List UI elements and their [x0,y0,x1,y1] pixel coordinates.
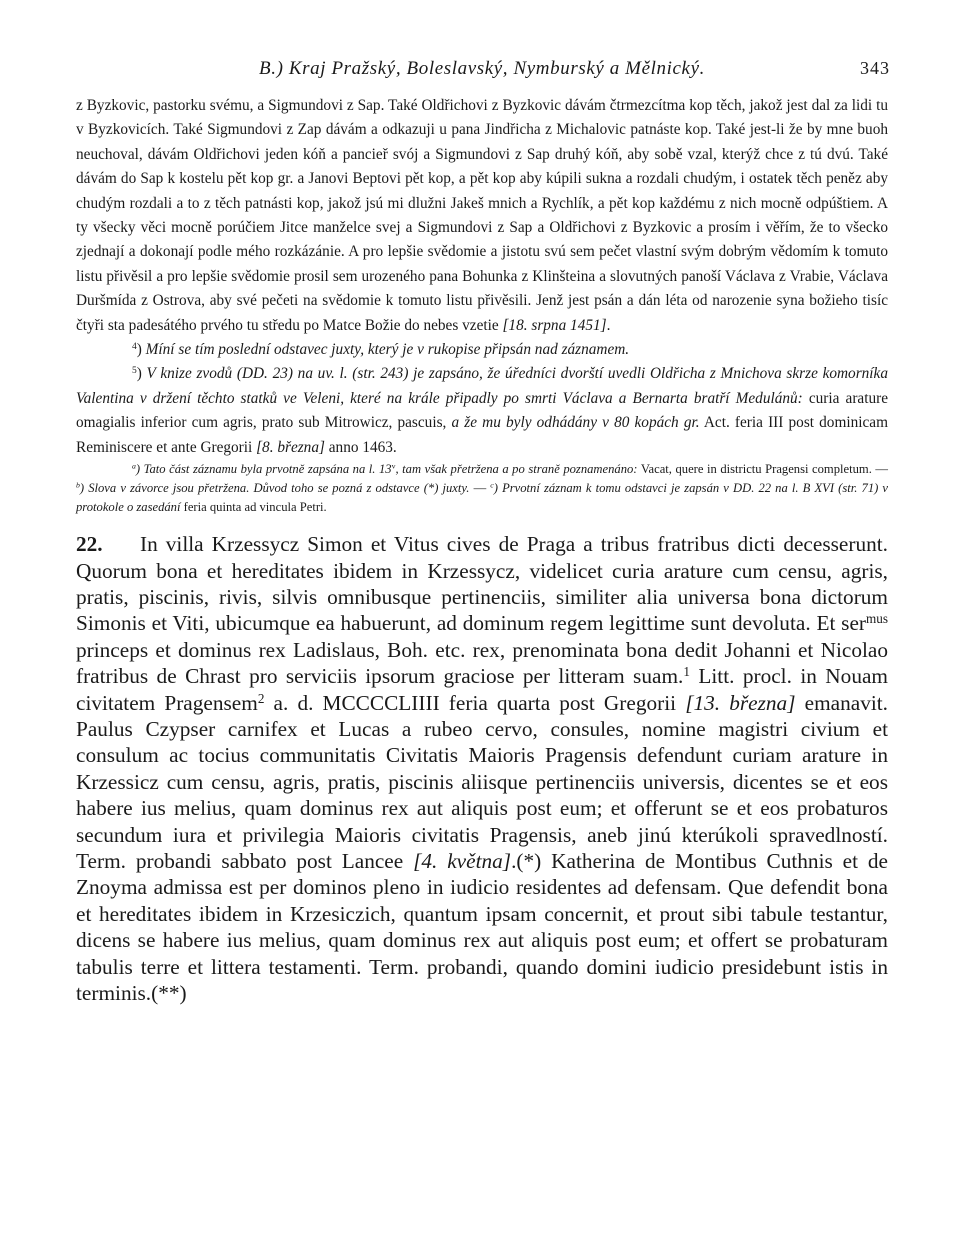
running-title: B.) Kraj Pražský, Boleslavský, Nymburský a Mělnický. [259,58,705,79]
footnote-5-italic-2: a že mu byly odhádány v 80 kopách gr. [451,414,700,432]
testament-body: z Byzkovic, pastorku svému, a Sigmundovi z Sap. Také Oldřichovi z Byzkovic dávám čtrmezcítma kop těch, jakož jest dal za lidi tu v Byzkovicích. Také Sigmundovi z Zap dávám a odkazuji u pana Jindřicha z Michalovic patnáste kop. Také jest-li že by mne buoh neuchoval, dávám Oldřichovi jeden kóň a pancieř svój a Sigmundovi z Sap druhý kóň, aby sobě vzal, kterýž chce z tú dvú. Také dávám do Sap k kostelu pět kop gr. a Janovi Beptovi pět kop, a pět kop aby kúpili sukna a rozdali chudým, i ostatek těch peněz aby chudým rozdali a to z těch patnásti kop, jakož jsú mi dlužni Jakeš mnich a Rychlík, a pět kop každému z nich mocně odpúštiem. A ty všecky věci mocně porúčiem Jitce manželce svej a Sigmundovi z Sap a Oldřichovi z Byzkovic a prosím i věřím, že to všecko zjednají a dokonají podle mého rozkázánie. A pro lepšie svědomie a jistotu svú sem pečet vlastní svým dobrým vědomím k tomuto listu přivěsil a pro lepšie svědomie prosil sem urozeného pana Bohunka z Klinšteina a slovutných panoší Václava z Vrabie, Václava Duršmída z Ostrova, aby své pečeti na svědomie k tomuto listu přivěsili. Jenž jest psán a dán léta od narozenie syna božieho tisíc čtyři sta padesátého prvého tu středu po Matce Božie do nebes vzetie [76,97,888,334]
entry-22-part-6: .(*) Katherina de Montibus Cuthnis et de Znoyma admissa est per dominos pleno in iudicio residentes ad defensam. Que defendit bona et hereditates ibidem in Krzesiczich, quantum ipsam concernit, et prout sibi tabule testantur, dicens se habere ius melius, quam dominus rex aut aliquis post eum; et offert se probaturam tabulis terre et littera testamenti. Term. probandi, quando domini iudicio presidebunt istis in terminis.(**) [76,848,889,1005]
page [76,58,888,1006]
note-a-roman: Vacat, quere in districtu Pragensi completum. — [637,462,888,477]
entry-22-part-2: princeps et dominus rex Ladislaus, Boh. etc. rex, prenominata bona dedit Johanni et Nicolao fratribus de Chrast pro serviciis ipsorum graciose per litteram suam. [76,637,888,689]
note-c-marker: c [490,480,494,490]
page-number: 343 [860,58,890,78]
note-b-italic: Slova v závorce jsou přetržena. Důvod toho se pozná z odstavce (*) juxty. [88,481,470,496]
entry-22-sup-1: 1 [683,663,690,679]
entry-number: 22. [76,532,103,557]
footnote-5-roman-2: Act. feria III post dominicam Reminiscere et ante Gregorii [76,414,888,456]
footnote-4: $^4$) Míní se tím poslední odstavec juxty, který je v rukopise připsán nad záznamem. [132,341,630,359]
textual-notes: $^a$) Tato část záznamu byla prvotně zapsána na l. 13$^v$, tam však přetržena a po straně poznamenáno: Vacat, quere in districtu Pragensi completum. — $^b$) Slova v závorce jsou přetržena. Důvod toho se pozná z odstavce (*) juxty. — $^c$) Prvotní záznam k tomu odstavci je zapsán v DD. 22 na l. B XVI (str. 71) v protokole o zasedání feria quinta ad vincula Petri. [76,461,889,515]
footnote-5: $^5$) V knize zvodů (DD. 23) na uv. l. (str. 243) je zapsáno, že úředníci dvorští uvedli Oldřicha z Mnichova skrze komorníka Valentina v držení těchto statků ve Veleni, které na krále připadly po smrti Václava a Bernarta bratří Medulánů: curia arature omagialis inferior cum agris, prato sub Mitrowicz, pascuis, a že mu byly odhádány v 80 kopách gr. Act. feria III post dominicam Reminiscere et ante Gregorii [8. března] anno 1463. [76,365,888,456]
note-b-marker: b [76,480,80,490]
note-a-italic-2: , tam však přetržena a po straně poznamenáno: [395,462,638,477]
footnote-5-roman-1: curia arature omagialis inferior cum agris, prato sub Mitrowicz, pascuis, [76,389,888,432]
entry-22-sup-mus: mus [866,611,888,627]
note-a-italic: Tato část záznamu byla prvotně zapsána na l. 13 [143,462,392,477]
note-c-italic: Prvotní záznam k tomu odstavci je zapsán v DD. 22 na l. B XVI (str. 71) v protokole o zasedání [76,481,889,515]
testament-end: . [606,316,611,334]
footnote-4-marker: 4 [132,341,137,352]
footnote-5-italic-1: V knize zvodů (DD. 23) na uv. l. (str. 243) je zapsáno, že úředníci dvorští uvedli Oldřicha z Mnichova skrze komorníka Valentina v držení těchto statků ve Veleni, které na krále připadly po smrti Václava a Bernarta bratří Medulánů: [76,365,888,407]
testament-date: [18. srpna 1451] [502,316,607,334]
running-head [76,58,888,94]
testament-text [76,94,888,338]
footnote-5-roman-3: anno 1463. [324,438,397,456]
footnote-5-marker: 5 [132,366,137,377]
entry-22-part-5: emanavit. Paulus Czypser carnifex et Lucas a rubeo cervo, consules, nomine magistri civium et consulum ac tocius communitatis Civitatis Maioris Pragensis defendunt curiam arature in Krzessicz cum censu, agris, pratis, piscinis aliisque pertinenciis universis, dicentes se et eos habere ius melius, quam dominus rex aut aliquis post eum; et offerunt se et eos probaturos secundum iura et privilegia Maioris civitatis Pragensis, aneb jinú kterúkoli spravedlností. Term. probandi sabbato post Lancee [76,690,889,873]
entry-22-sup-2: 2 [257,690,265,706]
entry-22-part-4: a. d. MCCCCLIIII feria quarta post Gregorii [264,690,686,715]
note-c-roman: feria quinta ad vincula Petri. [180,500,327,515]
note-a-sup: v [391,461,396,471]
entry-22-date-1: [13. března] [685,690,796,715]
footnote-4-text: Míní se tím poslední odstavec juxty, který je v rukopise připsán nad záznamem. [145,341,630,359]
entry-22-part-1: In villa Krzessycz Simon et Vitus cives de Praga a tribus fratribus dicti decesserunt. Quorum bona et hereditates ibidem in Krzessycz, videlicet curia arature cum censu, agris, pratis, piscinis, rivis, silvis omnibusque pertinenciis, similiter alia universa bona dictorum Simonis et Viti, ubicumque ea habuerunt, ad dominum regem legittime sunt devoluta. Et ser [76,532,888,636]
entry-22-date-2: [4. května] [413,848,512,873]
note-a-marker: a [132,461,136,471]
entry-22-part-3: Litt. procl. in Nouam civitatem Pragensem [76,664,888,715]
entry-22 [76,531,888,1006]
footnote-5-italic-3: [8. března] [256,438,325,456]
note-b-dash: — [469,481,491,496]
